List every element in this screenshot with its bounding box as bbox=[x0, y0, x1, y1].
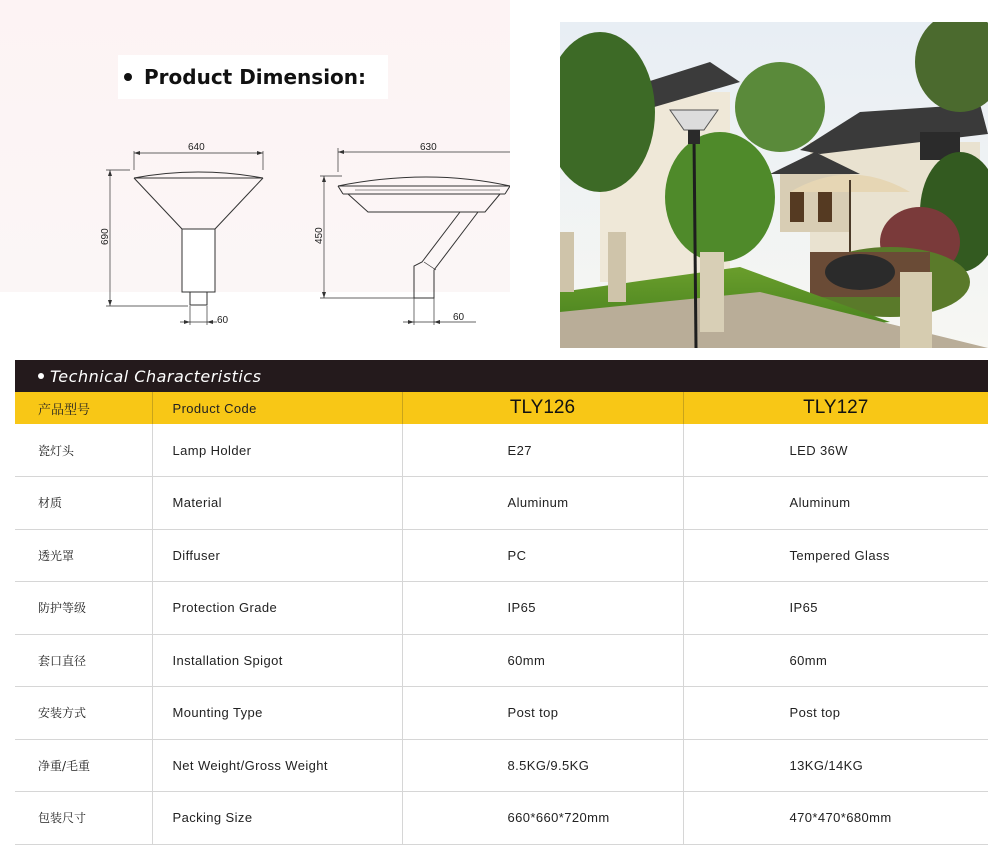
row-label-en: Net Weight/Gross Weight bbox=[152, 739, 402, 792]
model-tly127: TLY127 bbox=[803, 397, 869, 418]
row-value-tly127: IP65 bbox=[683, 582, 988, 635]
row-label-en: Installation Spigot bbox=[152, 634, 402, 687]
table-row bbox=[15, 792, 988, 845]
row-label-en: Material bbox=[152, 477, 402, 530]
product-code-row bbox=[15, 392, 988, 424]
row-label-cn: 套口直径 bbox=[15, 634, 152, 687]
row-value-tly126: Aluminum bbox=[402, 477, 683, 530]
row-label-cn: 防护等级 bbox=[15, 582, 152, 635]
row-label-en: Packing Size bbox=[152, 792, 402, 845]
bullet-icon bbox=[124, 73, 132, 81]
row-value-tly126: 660*660*720mm bbox=[402, 792, 683, 845]
row-label-cn: 透光罩 bbox=[15, 529, 152, 582]
dim-tly126-height: 690 bbox=[100, 228, 111, 245]
row-label-cn: 包装尺寸 bbox=[15, 792, 152, 845]
row-value-tly126: IP65 bbox=[402, 582, 683, 635]
technical-characteristics-table bbox=[15, 360, 988, 845]
row-value-tly127: 13KG/14KG bbox=[683, 739, 988, 792]
table-row bbox=[15, 739, 988, 792]
table-row bbox=[15, 634, 988, 687]
row-label-cn: 净重/毛重 bbox=[15, 739, 152, 792]
row-value-tly126: PC bbox=[402, 529, 683, 582]
dim-tly126-width: 640 bbox=[188, 142, 205, 153]
dim-tly127-width: 630 bbox=[420, 142, 437, 153]
row-label-cn: 瓷灯头 bbox=[15, 424, 152, 477]
row-value-tly127: Aluminum bbox=[683, 477, 988, 530]
row-value-tly127: 470*470*680mm bbox=[683, 792, 988, 845]
dimension-title-box bbox=[118, 55, 388, 99]
row-value-tly126: 60mm bbox=[402, 634, 683, 687]
row-label-en: Lamp Holder bbox=[152, 424, 402, 477]
row-label-cn: 材质 bbox=[15, 477, 152, 530]
row-label-cn: 安装方式 bbox=[15, 687, 152, 740]
row-label-en: Diffuser bbox=[152, 529, 402, 582]
product-code-cn: 产品型号 bbox=[15, 392, 152, 424]
dim-tly126-spigot: 60 bbox=[217, 315, 229, 326]
row-value-tly127: Tempered Glass bbox=[683, 529, 988, 582]
table-row bbox=[15, 424, 988, 477]
product-code-en: Product Code bbox=[152, 392, 402, 424]
dimension-drawings bbox=[80, 110, 510, 330]
table-row bbox=[15, 687, 988, 740]
row-label-en: Protection Grade bbox=[152, 582, 402, 635]
row-value-tly126: Post top bbox=[402, 687, 683, 740]
row-value-tly127: 60mm bbox=[683, 634, 988, 687]
row-value-tly127: LED 36W bbox=[683, 424, 988, 477]
dim-tly127-height: 450 bbox=[314, 227, 325, 244]
drawing-tly126 bbox=[106, 151, 263, 325]
table-heading: Technical Characteristics bbox=[50, 366, 262, 386]
row-value-tly126: E27 bbox=[402, 424, 683, 477]
row-label-en: Mounting Type bbox=[152, 687, 402, 740]
table-row bbox=[15, 529, 988, 582]
product-installation-photo bbox=[560, 22, 988, 348]
row-value-tly127: Post top bbox=[683, 687, 988, 740]
table-row bbox=[15, 582, 988, 635]
dimension-title: Product Dimension: bbox=[144, 65, 367, 89]
table-row bbox=[15, 477, 988, 530]
dim-tly127-spigot: 60 bbox=[453, 312, 465, 323]
model-tly126: TLY126 bbox=[402, 392, 683, 424]
table-heading-bar bbox=[15, 360, 988, 392]
bullet-icon bbox=[38, 373, 44, 379]
row-value-tly126: 8.5KG/9.5KG bbox=[402, 739, 683, 792]
drawing-tly127 bbox=[320, 148, 510, 325]
